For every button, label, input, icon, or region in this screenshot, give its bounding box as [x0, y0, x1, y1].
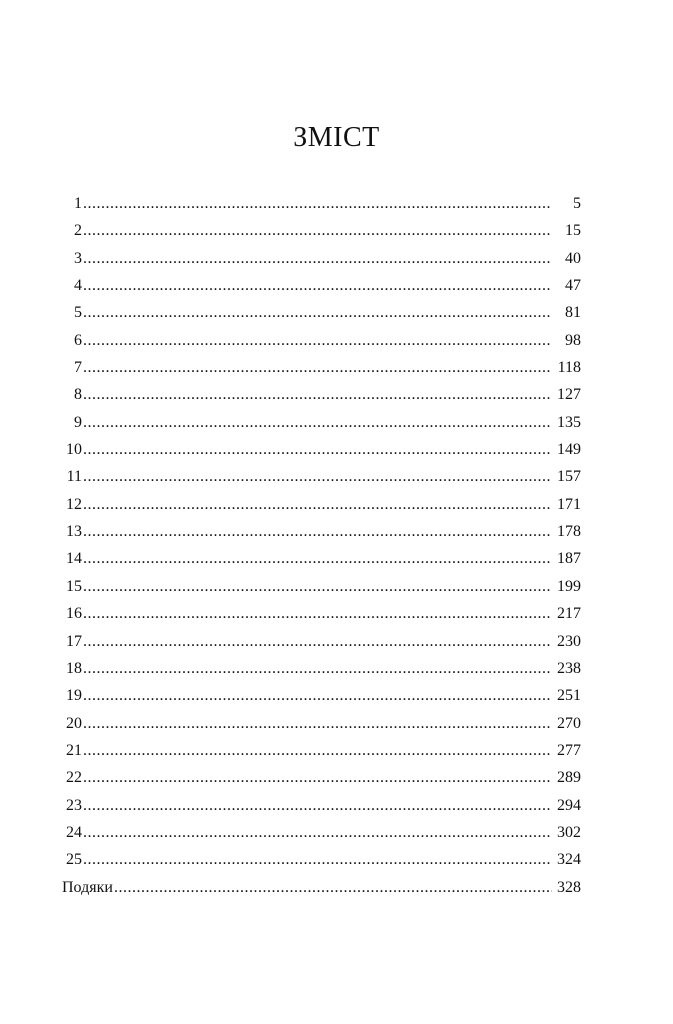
toc-entry[interactable]: [62, 792, 581, 819]
toc-entry[interactable]: [62, 190, 581, 217]
toc-dot-leader: [83, 272, 552, 299]
toc-entry-page: 217: [557, 605, 581, 623]
toc-entry-page: 5: [573, 195, 581, 212]
toc-entry-label: 16: [66, 605, 82, 623]
toc-dot-leader: [83, 792, 552, 819]
toc-entry[interactable]: [62, 628, 581, 655]
toc-entry-page: 135: [557, 413, 581, 431]
toc-entry[interactable]: [62, 409, 581, 436]
toc-dot-leader: [83, 846, 552, 873]
toc-dot-leader: [83, 354, 552, 381]
toc-entry-label: 25: [66, 851, 82, 869]
toc-entry[interactable]: [62, 354, 581, 381]
toc-dot-leader: [83, 628, 552, 655]
toc-entry-page: 199: [557, 577, 581, 595]
toc-dot-leader: [83, 600, 552, 627]
toc-entry-label: 19: [66, 687, 82, 705]
toc-entry[interactable]: [62, 491, 581, 518]
toc-entry-label: 9: [74, 413, 82, 431]
page-title: ЗМІСТ: [293, 122, 380, 153]
toc-entry[interactable]: [62, 682, 581, 709]
toc-dot-leader: [83, 819, 552, 846]
toc-entry-page: 118: [557, 359, 581, 377]
toc-entry-label: 14: [66, 550, 82, 568]
toc-entry-label: 11: [66, 468, 82, 486]
toc-entry[interactable]: [62, 846, 581, 873]
toc-dot-leader: [83, 764, 552, 791]
toc-entry[interactable]: [62, 600, 581, 627]
toc-entry-label: 12: [66, 495, 82, 513]
toc-dot-leader: [83, 327, 552, 354]
toc-entry-label: 15: [66, 577, 82, 595]
toc-entry-page: 302: [557, 823, 581, 841]
toc-entry-page: 40: [565, 249, 581, 267]
toc-entry-label: 10: [66, 441, 82, 459]
toc-entry-page: 328: [557, 878, 581, 896]
toc-entry-page: 81: [565, 304, 581, 322]
toc-entry-page: 251: [557, 687, 581, 705]
toc-entry[interactable]: [62, 217, 581, 244]
toc-dot-leader: [83, 217, 552, 244]
toc-entry[interactable]: [62, 518, 581, 545]
toc-dot-leader: [83, 573, 552, 600]
toc-entry-label: 4: [74, 277, 82, 295]
toc-entry[interactable]: [62, 737, 581, 764]
toc-entry-label: 7: [74, 359, 82, 377]
toc-entry[interactable]: [62, 545, 581, 572]
toc-entry-page: 238: [557, 659, 581, 677]
toc-entry-page: 294: [557, 796, 581, 814]
toc-dot-leader: [83, 381, 552, 408]
toc-entry-label: 5: [74, 304, 82, 322]
toc-dot-leader: [83, 436, 552, 463]
toc-entry-label: 18: [66, 659, 82, 677]
toc-entry[interactable]: [62, 874, 581, 901]
toc-dot-leader: [83, 518, 552, 545]
toc-entry-page: 289: [557, 769, 581, 787]
toc-dot-leader: [83, 682, 552, 709]
toc-entry-page: 187: [557, 550, 581, 568]
toc-entry[interactable]: [62, 245, 581, 272]
toc-entry[interactable]: [62, 299, 581, 326]
toc-entry-page: 270: [557, 714, 581, 732]
toc-entry-page: 149: [557, 441, 581, 459]
toc-dot-leader: [83, 463, 552, 490]
toc-entry-page: 98: [565, 331, 581, 349]
toc-dot-leader: [83, 299, 552, 326]
toc-dot-leader: [83, 245, 552, 272]
toc-entry-label: 24: [66, 823, 82, 841]
toc-entry-page: 157: [557, 468, 581, 486]
toc-entry[interactable]: [62, 463, 581, 490]
toc-dot-leader: [114, 874, 552, 901]
toc-entry-label: 2: [74, 222, 82, 240]
toc-entry-label: 20: [66, 714, 82, 732]
toc-dot-leader: [83, 190, 552, 217]
toc-entry-label: 8: [74, 386, 82, 404]
toc-entry-label: 23: [66, 796, 82, 814]
toc-entry[interactable]: [62, 819, 581, 846]
toc-entry-label: 13: [66, 523, 82, 541]
toc-entry-label: 1: [74, 195, 82, 212]
toc-entry[interactable]: [62, 655, 581, 682]
toc-dot-leader: [83, 545, 552, 572]
toc-entry-page: 127: [557, 386, 581, 404]
toc-entry-page: 277: [557, 741, 581, 759]
toc-dot-leader: [83, 491, 552, 518]
table-of-contents: [62, 190, 581, 901]
toc-entry-page: 178: [557, 523, 581, 541]
toc-entry[interactable]: [62, 436, 581, 463]
toc-entry[interactable]: [62, 327, 581, 354]
toc-entry[interactable]: [62, 573, 581, 600]
toc-entry-page: 230: [557, 632, 581, 650]
toc-entry-page: 15: [565, 222, 581, 240]
toc-entry[interactable]: [62, 272, 581, 299]
toc-entry-page: 324: [557, 851, 581, 869]
toc-entry-page: 171: [557, 495, 581, 513]
toc-dot-leader: [83, 409, 552, 436]
toc-entry-page: 47: [565, 277, 581, 295]
toc-entry-label: 6: [74, 331, 82, 349]
toc-dot-leader: [83, 655, 552, 682]
toc-entry-label: 3: [74, 249, 82, 267]
toc-entry-label: 21: [66, 741, 82, 759]
toc-dot-leader: [83, 710, 552, 737]
toc-entry-label: Подяки: [62, 878, 113, 896]
toc-entry[interactable]: [62, 381, 581, 408]
toc-entry-label: 22: [66, 769, 82, 787]
toc-entry-label: 17: [66, 632, 82, 650]
toc-entry[interactable]: [62, 710, 581, 737]
toc-dot-leader: [83, 737, 552, 764]
toc-entry[interactable]: [62, 764, 581, 791]
